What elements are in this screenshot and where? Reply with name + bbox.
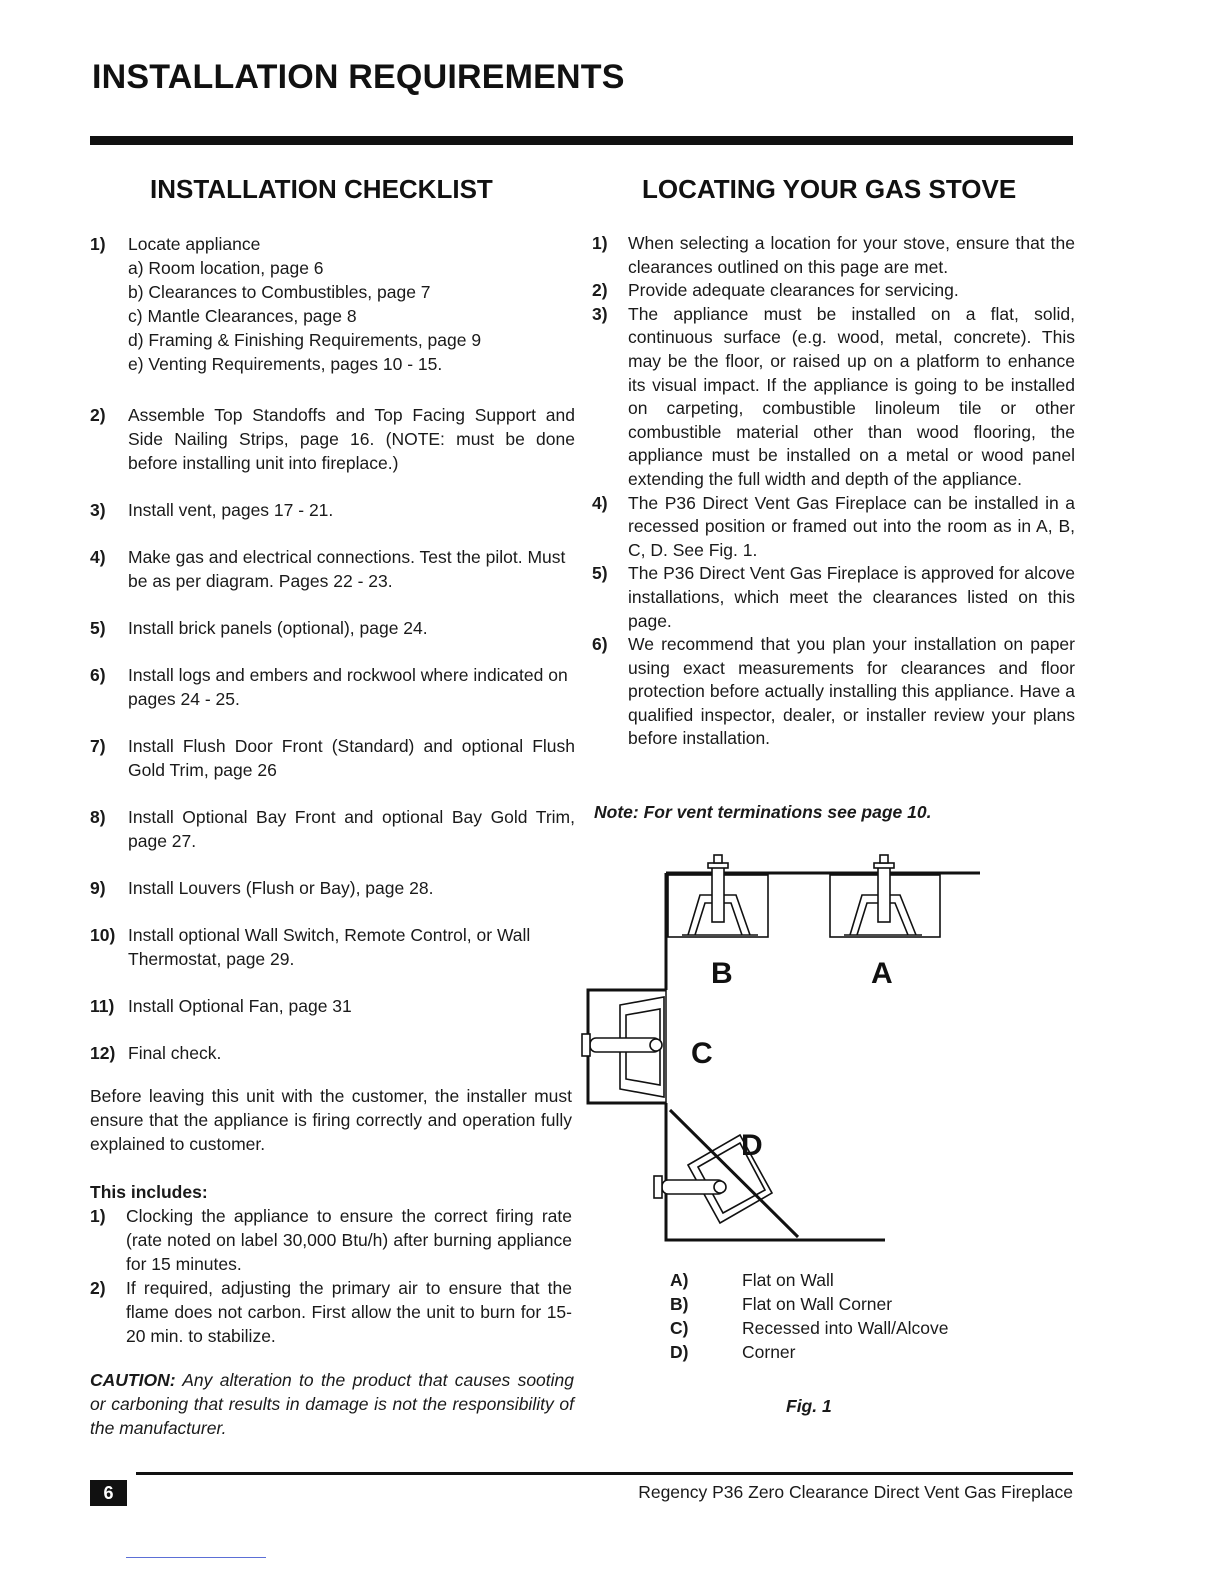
sub-item: a) Room location, page 6 [128,258,324,278]
legend-item [670,1316,949,1340]
caution-note [90,1368,574,1440]
item-number: 5) [90,618,106,638]
item-text: The P36 Direct Vent Gas Fireplace is approved for alcove installations, which meet the clearances listed on this page. [628,563,1075,631]
item-number: 6) [592,634,608,655]
includes-item [90,1276,572,1348]
item-number: 9) [90,878,106,898]
includes-item [90,1204,572,1276]
checklist-item [90,232,575,376]
checklist-item [90,805,575,853]
checklist-heading: INSTALLATION CHECKLIST [150,174,493,204]
item-text: Install brick panels (optional), page 24. [128,618,428,638]
label-a: A [871,957,893,990]
caution-label: CAUTION: [90,1370,176,1390]
item-text: Install Optional Fan, page 31 [128,996,352,1016]
footer-rule [136,1472,1073,1475]
checklist-item [90,403,575,475]
caution-text: Any alteration to the product that causes sooting or carboning that results in damage is not the responsibility of the manufacturer. [90,1370,575,1438]
sub-list [128,256,575,376]
locating-item [592,279,1075,303]
item-text: Install optional Wall Switch, Remote Control, or Wall Thermostat, page 29. [128,925,531,969]
locating-item [592,633,1075,751]
checklist-item [90,498,575,522]
sub-item: e) Venting Requirements, pages 10 - 15. [128,354,443,374]
item-text: Install Optional Bay Front and optional Bay Gold Trim, page 27. [128,807,575,851]
checklist-item [90,994,575,1018]
figure-caption: Fig. 1 [786,1396,832,1416]
unit-a [830,855,940,937]
locating-list [592,232,1075,751]
includes-heading: This includes: [90,1182,208,1202]
item-text: Assemble Top Standoffs and Top Facing Support and Side Nailing Strips, page 16. (NOTE: must be done before installing unit into fireplace.) [128,405,575,473]
checklist-item [90,876,575,900]
legend-item [670,1268,949,1292]
legend-text: Flat on Wall [742,1270,834,1290]
sub-item: d) Framing & Finishing Requirements, page 9 [128,330,482,350]
locating-item [592,492,1075,563]
label-d: D [741,1129,763,1162]
legend-text: Flat on Wall Corner [742,1294,893,1314]
item-text: Install vent, pages 17 - 21. [128,500,334,520]
installation-positions-diagram [560,845,1000,1250]
legend-text: Recessed into Wall/Alcove [742,1318,949,1338]
item-text: The P36 Direct Vent Gas Fireplace can be installed in a recessed position or framed out into the room as in A, B, C, D. See Fig. 1. [628,492,1075,560]
checklist-item [90,923,575,971]
item-number: 1) [90,1206,106,1226]
sub-item: c) Mantle Clearances, page 8 [128,306,357,326]
item-text: Final check. [128,1043,222,1063]
checklist-item [90,1041,575,1065]
locating-heading: LOCATING YOUR GAS STOVE [642,174,1017,204]
item-number: 7) [90,736,106,756]
item-text: Locate appliance [128,234,261,254]
item-number: 2) [592,280,608,301]
legend-key: C) [670,1318,689,1338]
item-number: 3) [90,500,106,520]
item-text: Install Flush Door Front (Standard) and optional Flush Gold Trim, page 26 [128,736,575,780]
legend-item [670,1292,949,1316]
left-wall-lower [666,1103,885,1240]
item-text: Clocking the appliance to ensure the correct firing rate (rate noted on label 30,000 Btu/h) after burning appliance for 15 minutes. [126,1206,572,1274]
header-rule [90,136,1073,145]
item-text: When selecting a location for your stove, ensure that the clearances outlined on this page are met. [628,233,1075,277]
vent-termination-note: Note: For vent terminations see page 10. [594,802,932,822]
page-number: 6 [90,1480,127,1506]
item-number: 4) [90,547,106,567]
item-number: 5) [592,563,608,584]
legend-text: Corner [742,1342,796,1362]
item-number: 11) [90,996,115,1016]
installation-checklist [90,232,575,1088]
item-text: If required, adjusting the primary air to ensure that the flame does not carbon. First allow the unit to burn for 15-20 min. to stabilize. [126,1278,572,1346]
unit-c [582,997,664,1097]
item-number: 2) [90,405,106,425]
item-text: Make gas and electrical connections. Test the pilot. Must be as per diagram. Pages 22 - 23. [128,547,566,591]
legend-item [670,1340,949,1364]
locating-item [592,303,1075,492]
label-b: B [711,957,733,990]
includes-list [90,1204,572,1348]
checklist-item [90,663,575,711]
legend-key: B) [670,1294,689,1314]
legend-key: D) [670,1342,689,1362]
locating-item [592,562,1075,633]
checklist-item [90,616,575,640]
item-number: 8) [90,807,106,827]
sub-item: b) Clearances to Combustibles, page 7 [128,282,431,302]
corner-diagonal [670,1110,798,1237]
item-number: 10) [90,925,116,945]
label-c: C [691,1037,713,1070]
unit-b [668,855,768,937]
item-text: We recommend that you plan your installation on paper using exact measurements for clearances and floor protection before actually installing this appliance. Have a qualified inspector, dealer, or installer review your plans before installation. [628,634,1075,749]
item-number: 3) [592,303,608,324]
item-number: 2) [90,1278,106,1298]
item-number: 12) [90,1043,116,1063]
legend-key: A) [670,1270,689,1290]
figure-legend [670,1268,949,1364]
item-number: 4) [592,492,608,513]
page-title: INSTALLATION REQUIREMENTS [92,58,625,96]
closing-paragraph: Before leaving this unit with the customer, the installer must ensure that the appliance is firing correctly and operation fully explained to customer. [90,1086,572,1154]
locating-item [592,232,1075,279]
item-text: Provide adequate clearances for servicing. [628,280,959,301]
item-number: 6) [90,665,106,685]
document-title: Regency P36 Zero Clearance Direct Vent Gas Fireplace [638,1482,1073,1502]
checklist-item [90,734,575,782]
item-number: 1) [592,233,608,253]
item-number: 1) [90,234,106,254]
item-text: Install logs and embers and rockwool where indicated on pages 24 - 25. [128,665,568,709]
checklist-item [90,545,575,593]
item-text: Install Louvers (Flush or Bay), page 28. [128,878,434,898]
item-text: The appliance must be installed on a flat, solid, continuous surface (e.g. wood, metal, concrete). This may be the floor, or raised up on a platform to enhance its visual impact. If the appliance is going to be installed on carpeting, combustible linoleum tile or other combustible material other than wood flooring, the appliance must be installed on a metal or wood panel extending the full width and depth of the appliance. [628,303,1075,489]
scan-mark [126,1557,266,1558]
